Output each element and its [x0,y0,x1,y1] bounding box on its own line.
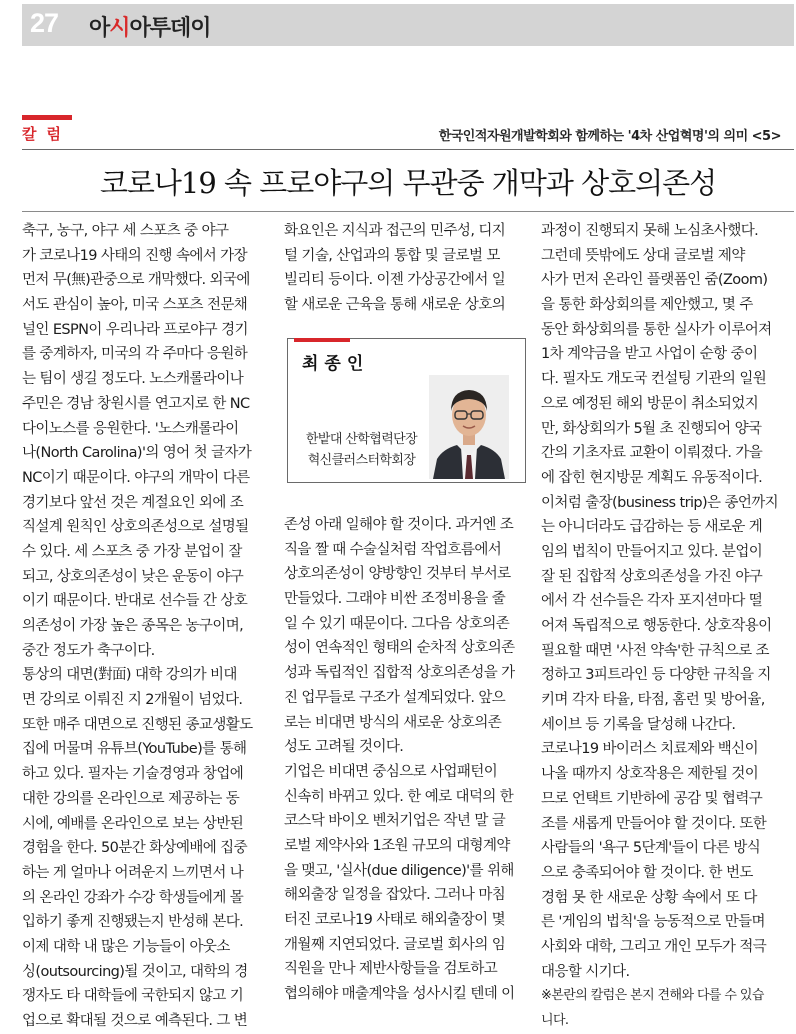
body-text-line: 간의 기초자료 교환이 이뤄졌다. 가을 [541,445,763,462]
body-text-line: 나(North Carolina)'의 영어 첫 글자가 [22,445,252,462]
body-text-line: 널인 ESPN이 우리나라 프로야구 경기 [22,321,248,338]
body-text-line: 이처럼 출장(business trip)은 종언까지 [541,494,779,511]
body-text-line: 할 새로운 근육을 통해 새로운 상호의 [284,297,506,314]
body-text-line: 집에 머물며 유튜브(YouTube)를 통해 [22,741,247,758]
body-text-line: 일 수 있기 때문이다. 그다음 상호의존 [284,615,510,632]
headline-divider [22,211,794,212]
body-text-line: 사람들의 '욕구 5단계'들이 다른 방식 [541,840,761,857]
body-text-line: 중간 정도가 축구이다. [22,642,155,659]
body-text-line: NC이기 때문이다. 야구의 개막이 다른 [22,469,250,486]
logo-part-3: 아투데이 [129,16,211,41]
body-text-line: 직설계 원칙인 상호의존성으로 설명될 [22,519,249,536]
body-text-line: 직을 짤 때 수술실처럼 작업흐름에서 [284,541,502,558]
body-text-line: 에 잡힌 현지방문 계획도 유동적이다. [541,469,763,486]
body-text-line: 기업은 비대면 중심으로 사업패턴이 [284,763,498,780]
body-text-line: 로는 비대면 방식의 새로운 상호의존 [284,714,502,731]
body-text-line: 에서 각 선수들은 각자 포지션마다 떨 [541,593,763,610]
footnote-line: 니다. [541,1013,569,1028]
body-text-line: 진 업무들로 구조가 설계되었다. 앞으 [284,689,506,706]
body-text-line: 수 있다. 세 스포츠 중 가장 분업이 잘 [22,543,242,560]
body-text-line: 되고, 상호의존성이 낮은 운동이 야구 [22,568,244,585]
body-text-line: 조를 새롭게 만들어야 할 것이다. 또한 [541,815,767,832]
body-text-line: 필요할 때면 '사전 약속'한 규칙으로 조 [541,642,769,659]
page-number: 27 [30,8,59,38]
body-text-line: 만, 화상회의가 5월 초 진행되어 양국 [541,420,762,437]
body-text-line: 므로 언택트 기반하에 공감 및 협력구 [541,790,763,807]
body-text-line: 로벌 제약사와 1조원 규모의 대형계약 [284,837,510,854]
body-text-line: 동안 화상회의를 통한 실사가 이루어져 [541,321,772,338]
body-text-line: 협의해야 매출계약을 성사시킬 텐데 이 [284,986,515,1003]
body-text-line: 빌리티 등이다. 이젠 가상공간에서 일 [284,272,506,289]
author-box [287,338,526,483]
body-text-line: 싱(outsourcing)될 것이고, 대학의 경 [22,963,248,980]
body-text-line: 를 중계하자, 미국의 각 주마다 응원하 [22,346,248,363]
body-text-line: 의존성이 가장 높은 종목은 농구이며, [22,618,244,634]
body-text-line: 으로 예정된 해외 방문이 취소되었지 [541,395,759,412]
body-text-line: 통상의 대면(對面) 대학 강의가 비대 [22,667,237,684]
body-text-line: 의 온라인 강좌가 수강 학생들에게 몰 [22,889,244,906]
series-title: 한국인적자원개발학회와 함께하는 '4차 산업혁명'의 의미 <5> [438,129,781,144]
body-text-line: 이제 대학 내 많은 기능들이 아웃소 [22,938,230,955]
body-text-line: 대한 강의를 온라인으로 제공하는 동 [22,790,240,807]
body-text-line: 잘 된 집합적 상호의존성을 가진 야구 [541,568,763,585]
body-text-line: 또한 매주 대면으로 진행된 종교생활도 [22,716,253,733]
body-text-line: 다이노스를 응원한다. '노스캐롤라이 [22,420,239,437]
body-text-line: 터진 코로나19 사태로 해외출장이 몇 [284,912,505,928]
body-text-line: 개월째 지연되었다. 글로벌 회사의 임 [284,936,506,953]
section-accent-bar [22,115,72,120]
article-column-2-top [284,219,528,318]
body-text-line: 으로 충족되어야 할 것이다. 한 번도 [541,864,753,881]
body-text-line: 다. 필자도 개도국 컨설팅 기관의 일원 [541,371,767,388]
article-column-3 [541,219,787,1034]
author-role [294,429,429,471]
section-divider [22,149,794,150]
body-text-line: 른 '게임의 법칙'을 능동적으로 만들며 [541,914,765,931]
body-text-line: 직원을 만나 제반사항들을 검토하고 [284,961,498,978]
body-text-line: 과정이 진행되지 못해 노심초사했다. [541,223,759,239]
body-text-line: 대응할 시기다. [541,963,630,980]
logo-part-2: 시 [109,16,130,41]
body-text-line: 성과 독립적인 집합적 상호의존성을 가 [284,665,515,682]
body-text-line: 경기보다 앞선 것은 계절요인 외에 조 [22,494,244,511]
author-affiliation: 한밭대 산학협력단장 [305,432,418,447]
body-text-line: 털 기술, 산업과의 통합 및 글로벌 모 [284,247,500,264]
body-text-line: 어져 독립적으로 행동한다. 상호작용이 [541,618,772,634]
body-text-line: 존성 아래 일해야 할 것이다. 과거엔 조 [284,517,514,533]
body-text-line: 신속히 바뀌고 있다. 한 예로 대덕의 한 [284,788,514,805]
body-text-line: 하고 있다. 필자는 기술경영과 창업에 [22,766,244,783]
body-text-line: 서도 관심이 높아, 미국 스포츠 전문채 [22,297,248,314]
body-text-line: 는 팀이 생길 정도다. 노스캐롤라이나 [22,371,244,388]
body-text-line: 축구, 농구, 야구 세 스포츠 중 야구 [22,223,229,239]
article-column-2-bottom [284,513,528,1007]
body-text-line: 코로나19 바이러스 치료제와 백신이 [541,741,758,758]
logo-part-1: 아 [89,16,110,41]
body-text-line: 경험 못 한 새로운 상황 속에서 또 다 [541,889,757,906]
footnote-line: ※본란의 칼럼은 본지 견해와 다를 수 있습 [541,988,764,1004]
body-text-line: 을 맺고, '실사(due diligence)'를 위해 [284,862,514,879]
body-text-line: 업으로 확대될 것으로 예측된다. 그 변 [22,1013,248,1029]
article-headline: 코로나19 속 프로야구의 무관중 개막과 상호의존성 [99,166,717,200]
article-column-1 [22,219,266,1034]
body-text-line: 성도 고려될 것이다. [284,739,404,756]
body-text-line: 쟁자도 타 대학들에 국한되지 않고 기 [22,988,244,1005]
body-text-line: 정하고 3피트라인 등 다양한 규칙을 지 [541,667,771,684]
body-text-line: 이기 때문이다. 반대로 선수들 간 상호 [22,593,248,610]
body-text-line: 을 통한 화상회의를 제안했고, 몇 주 [541,297,753,314]
author-position: 혁신클러스터학회장 [307,453,416,468]
body-text-line: 경험을 한다. 50분간 화상예배에 집중 [22,840,247,857]
body-text-line: 사회와 대학, 그리고 개인 모두가 적극 [541,938,767,955]
body-text-line: 시에, 예배를 온라인으로 보는 상반된 [22,815,244,832]
body-text-line: 면 강의로 이뤄진 지 2개월이 넘었다. [22,692,243,709]
newspaper-logo[interactable] [89,11,211,42]
body-text-line: 키며 각자 타율, 타점, 홈런 및 방어율, [541,692,765,709]
body-text-line: 상호의존성이 양방향인 것부터 부서로 [284,566,511,583]
body-text-line: 코스닥 바이오 벤처기업은 작년 말 글 [284,813,506,830]
body-text-line: 그런데 뜻밖에도 상대 글로벌 제약 [541,247,745,264]
body-text-line: 세이브 등 기록을 달성해 나간다. [541,716,736,733]
body-text-line: 먼저 무(無)관중으로 개막했다. 외국에 [22,272,250,289]
body-text-line: 사가 먼저 온라인 플랫폼인 줌(Zoom) [541,272,768,289]
body-text-line: 1차 계약금을 받고 사업이 순항 중이 [541,346,758,363]
section-label: 칼럼 [22,125,71,143]
body-text-line: 해외출장 일정을 잡았다. 그러나 마침 [284,887,506,904]
body-text-line: 는 아니더라도 급감하는 등 새로운 게 [541,519,763,536]
author-photo [429,375,509,479]
author-name: 최종인 [302,354,370,374]
author-box-accent-bar [294,338,350,342]
body-text-line: 화요인은 지식과 접근의 민주성, 디지 [284,223,506,239]
body-text-line: 성이 연속적인 형태의 순차적 상호의존 [284,640,515,657]
body-text-line: 가 코로나19 사태의 진행 속에서 가장 [22,247,247,264]
body-text-line: 임의 법칙이 만들어지고 있다. 분업이 [541,543,763,560]
body-text-line: 나올 때까지 상호작용은 제한될 것이 [541,766,759,783]
body-text-line: 만들었다. 그래야 비싼 조정비용을 줄 [284,591,506,608]
body-text-line: 주민은 경남 창원시를 연고지로 한 NC [22,395,250,412]
body-text-line: 입하기 좋게 진행됐는지 반성해 본다. [22,914,244,931]
body-text-line: 하는 게 얼마나 어려운지 느끼면서 나 [22,864,244,881]
